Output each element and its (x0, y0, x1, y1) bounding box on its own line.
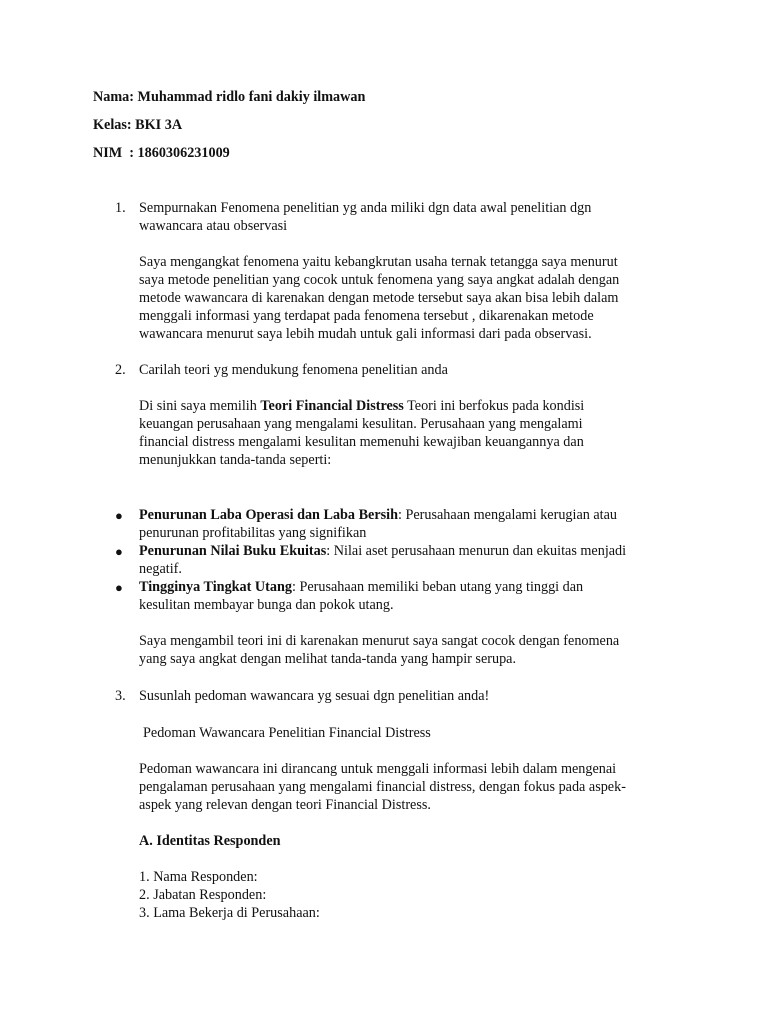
q2-intro-pre: Di sini saya memilih (139, 398, 261, 414)
bullet-item (139, 506, 617, 524)
q2-number: 2. (115, 362, 126, 378)
nim-value: 1860306231009 (137, 145, 230, 161)
bullet-continuation: kesulitan membayar bunga dan pokok utang. (139, 597, 394, 613)
q3-number: 3. (115, 688, 126, 704)
q2-intro-post: Teori ini berfokus pada kondisi (403, 398, 585, 414)
nim-line: NIM : 1860306231009 (93, 145, 230, 161)
q2-closing-line: Saya mengambil teori ini di karenakan menurut saya sangat cocok dengan fenomena (139, 633, 620, 649)
q1-answer-line: Saya mengangkat fenomena yaitu kebangkrutan usaha ternak tetangga saya menurut (139, 254, 618, 270)
guide-intro-line: pengalaman perusahaan yang mengalami financial distress, dengan fokus pada aspek- (139, 779, 626, 795)
respondent-item: 3. Lama Bekerja di Perusahaan: (139, 905, 320, 921)
q1-answer-line: saya metode penelitian yang cocok untuk fenomena yang saya angkat adalah dengan (139, 272, 620, 288)
respondent-item: 2. Jabatan Responden: (139, 887, 267, 903)
q2-intro-line: keuangan perusahaan yang mengalami kesulitan. Perusahaan yang mengalami (139, 416, 583, 432)
bullet-text: : Perusahaan mengalami kerugian atau (397, 507, 618, 523)
bullet-continuation: penurunan profitabilitas yang signifikan (139, 525, 367, 541)
name-label: Nama (93, 89, 130, 105)
bullet-continuation: negatif. (139, 561, 182, 577)
bullet-dot-icon: ● (115, 580, 123, 595)
q2-theory-name: Teori Financial Distress (260, 398, 404, 414)
q1-question-line-2: wawancara atau observasi (139, 218, 288, 234)
name-value: Muhammad ridlo fani dakiy ilmawan (137, 89, 366, 105)
guide-intro-line: aspek yang relevan dengan teori Financial Distress. (139, 797, 431, 813)
section-a-heading: A. Identitas Responden (139, 833, 281, 849)
q1-number: 1. (115, 200, 126, 216)
respondent-item: 1. Nama Responden: (139, 869, 258, 885)
bullet-text: : Nilai aset perusahaan menurun dan ekuitas menjadi (326, 543, 627, 559)
q2-intro-line: financial distress mengalami kesulitan memenuhi kewajiban keuangannya dan (139, 434, 584, 450)
q2-question: Carilah teori yg mendukung fenomena penelitian anda (139, 362, 448, 378)
q1-answer-line: menggali informasi yang terdapat pada fenomena tersebut , dikarenakan metode (139, 308, 594, 324)
bullet-text: : Perusahaan memiliki beban utang yang tinggi dan (291, 579, 584, 595)
q2-closing-line: yang saya angkat dengan melihat tanda-tanda yang hampir serupa. (139, 651, 517, 667)
q3-question: Susunlah pedoman wawancara yg sesuai dgn penelitian anda! (139, 688, 490, 704)
guide-title: Pedoman Wawancara Penelitian Financial Distress (143, 725, 431, 741)
bullet-dot-icon: ● (115, 508, 123, 523)
q2-intro-first-line (139, 397, 584, 415)
class-line: Kelas: BKI 3A (93, 117, 183, 133)
bullet-dot-icon: ● (115, 544, 123, 559)
bullet-title: Penurunan Nilai Buku Ekuitas (139, 543, 327, 559)
nim-label: NIM (93, 145, 123, 161)
q1-answer-line: metode wawancara di karenakan dengan metode tersebut saya akan bisa lebih dalam (139, 290, 619, 306)
name-line: Nama: Muhammad ridlo fani dakiy ilmawan (93, 89, 366, 105)
q1-answer-line: wawancara menurut saya lebih mudah untuk gali informasi dari pada observasi. (139, 326, 592, 342)
class-label: Kelas (93, 117, 127, 133)
bullet-item (139, 542, 626, 560)
q1-question-line-1: Sempurnakan Fenomena penelitian yg anda miliki dgn data awal penelitian dgn (139, 200, 592, 216)
guide-intro-line: Pedoman wawancara ini dirancang untuk menggali informasi lebih dalam mengenai (139, 761, 617, 777)
bullet-title: Tingginya Tingkat Utang (139, 579, 292, 595)
q2-intro-line: menunjukkan tanda-tanda seperti: (139, 452, 332, 468)
bullet-item (139, 578, 583, 596)
class-value: BKI 3A (135, 117, 183, 133)
bullet-title: Penurunan Laba Operasi dan Laba Bersih (139, 507, 398, 523)
